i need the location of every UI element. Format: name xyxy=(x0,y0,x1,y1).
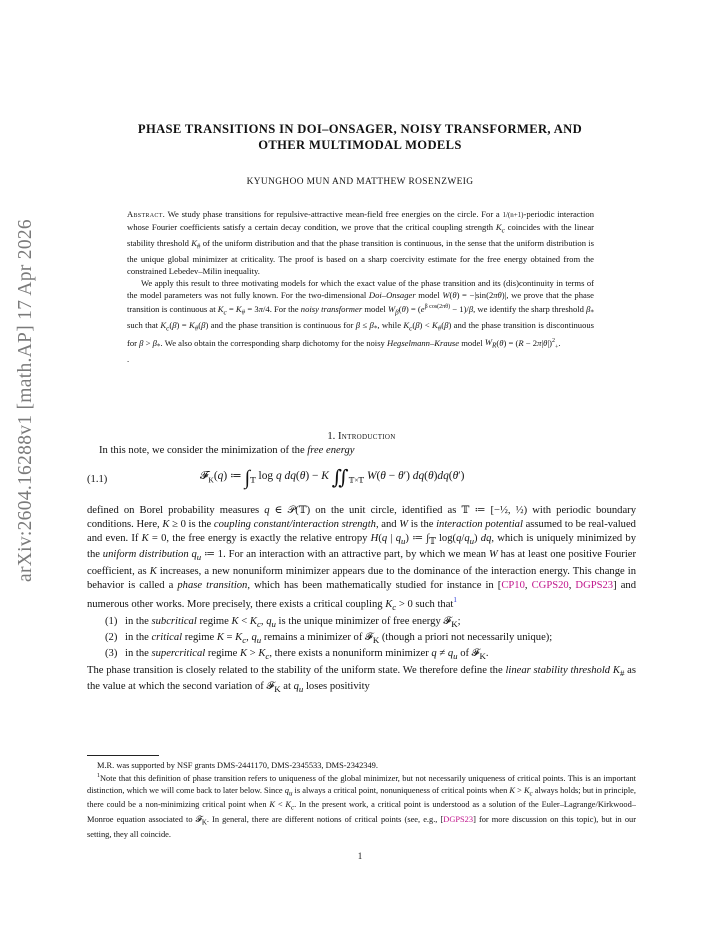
footnote-number: 1 xyxy=(97,773,100,780)
citation-dgps23-footnote[interactable]: DGPS23 xyxy=(443,815,474,825)
title-line-2: OTHER MULTIMODAL MODELS xyxy=(258,138,462,152)
page-number: 1 xyxy=(357,851,363,861)
equation-body: 𝓕$_K$(q) ≔ $\int_𝕋$ log q dq(θ) − K $∬_{𝕋\times 𝕋}$ W(θ − θ′) dq(θ)dq(θ′) xyxy=(200,466,465,489)
list-item-supercritical: (3) in the supercritical regime $K > K_c$, there exists a nonuniform minimizer $q \ne q_u$ of 𝓕$_K$. xyxy=(105,648,489,662)
citation-cp10[interactable]: CP10 xyxy=(501,579,525,591)
intro-paragraph-2: defined on Borel probability measures q ∈ 𝒫(𝕋) on the unit circle, identified as 𝕋 ≔ [−½, ½) with periodic boundary conditions. Here, K ≥ 0 is the coupling constant/interaction strength, and W is the interaction potential assumed to be real-valued and even. If K = 0, the free energy is exactly the relative entropy H(q | $q_u$) ≔ $\int_𝕋$ $\log(q/q_u)$ dq, which is uniquely minimized by the uniform distribution $q_u$ ≔ 1. For an interaction with an attractive part, by which we mean W has at least one positive Fourier coefficient, as K increases, a new nonuniform minimizer appears due to the dominance of the interaction energy. This change in behavior is called a phase transition, which has been mathematically studied for instance in [CP10, CGPS20, DGPS23] and numerous other works. More precisely, there exists a critical coupling $K_c > 0$ such that$^1$ xyxy=(87,504,636,613)
abstract-paragraph-1: Abstract. We study phase transitions for repulsive-attractive mean-field free energies on the circle. For a 1/(n+1)-periodic interaction whose Fourier coefficients satisfy a certain decay condition, we prove that the critical coupling strength $K_c$ coincides with the linear stability threshold $K_{\#}$ of the uniform distribution and that the phase transition is continuous, in the sense that the uniform distribution is the unique global minimizer at criticality. The proof is based on a sharp coercivity estimate for the free energy obtained from the constrained Lebedev–Milin inequality. xyxy=(127,209,594,276)
footnotes xyxy=(87,760,636,841)
funding-acknowledgment: M.R. was supported by NSF grants DMS-2441170, DMS-2345533, DMS-2342349. xyxy=(97,761,378,770)
intro-paragraph-1: In this note, we consider the minimization of the free energy xyxy=(99,445,355,457)
footnote-divider xyxy=(87,755,159,756)
equation-label: (1.1) xyxy=(87,473,108,485)
equation-1-1 xyxy=(87,462,636,500)
abstract xyxy=(127,208,594,365)
list-item-critical: (2) in the critical regime $K = K_c$, $q_u$ remains a minimizer of 𝓕$_K$ (though a priori not necessarily unique); xyxy=(105,631,553,646)
introduction-section xyxy=(87,430,636,696)
abstract-heading: Abstract. xyxy=(127,209,166,219)
footnote-1: $^1$Note that this definition of phase transition refers to uniqueness of the global minimizer, but not necessarily uniqueness of critical points. This is an important distinction, which we will come back to later below. Since $q_u$ is always a critical point, nonuniqueness of critical points when $K > K_c$ always holds; but in principle, there could be a non-minimizing critical point when $K < K_c$. In the present work, a critical point is understood as a solution of the Euler–Lagrange/Kirkwood–Monroe equation associated to 𝓕$_K$. In general, there are different notions of critical points (see, e.g., [DGPS23] for more discussion on this topic), but in our setting, they all coincide. xyxy=(87,773,636,840)
footnote-marker-1[interactable]: 1 xyxy=(453,596,457,605)
abstract-paragraph-2: We apply this result to three motivating models for which the exact value of the phase transition and its (dis)continuity in terms of the model parameters was not fully known. For the two-dimensional Doi–Onsager model W(θ) = −|sin(2πθ)|, we prove that the phase transition is continuous at $K_c = K_{\#} = 3\pi/4$. For the noisy transformer model $W_\beta(\theta) = (e^{\beta cos(2\pi\theta)} - 1)/\beta$, we identify the sharp threshold $\beta_*$ such that $K_c(\beta) = K_{\#}(\beta)$ and the phase transition is continuous for $\beta \le \beta_*$, while $K_c(\beta) < K_{\#}(\beta)$ and the phase transition is discontinuous for $\beta > \beta_*$. We also obtain the corresponding sharp dichotomy for the noisy Hegselmann–Krause model $W_R(\theta) = (R - 2\pi|\theta|)^2_+$. xyxy=(127,277,595,351)
abstract-end: . xyxy=(127,354,130,365)
citation-dgps23[interactable]: DGPS23 xyxy=(575,579,614,591)
paper-title xyxy=(88,121,632,153)
authors: KYUNGHOO MUN AND MATTHEW ROSENZWEIG xyxy=(246,177,474,187)
list-item-number: (3) xyxy=(105,648,118,660)
title-line-1: PHASE TRANSITIONS IN DOI–ONSAGER, NOISY TRANSFORMER, AND xyxy=(137,122,583,136)
list-item-subcritical: (1) in the subcritical regime $K < K_c$, $q_u$ is the unique minimizer of free energy 𝓕$_K$; xyxy=(105,615,461,629)
citation-cgps20[interactable]: CGPS20 xyxy=(531,579,569,591)
arxiv-identifier: arXiv:2604.16288v1 [math.AP] 17 Apr 2026 xyxy=(15,219,36,582)
intro-paragraph-3: The phase transition is closely related to the stability of the uniform state. We therefore define the linear stability threshold $K_{\#}$ as the value at which the second variation of 𝓕$_K$ at $q_u$ loses positivity xyxy=(87,664,636,695)
section-heading: 1. Introduction xyxy=(327,431,396,442)
list-item-number: (1) xyxy=(105,615,118,627)
list-item-number: (2) xyxy=(105,631,118,643)
